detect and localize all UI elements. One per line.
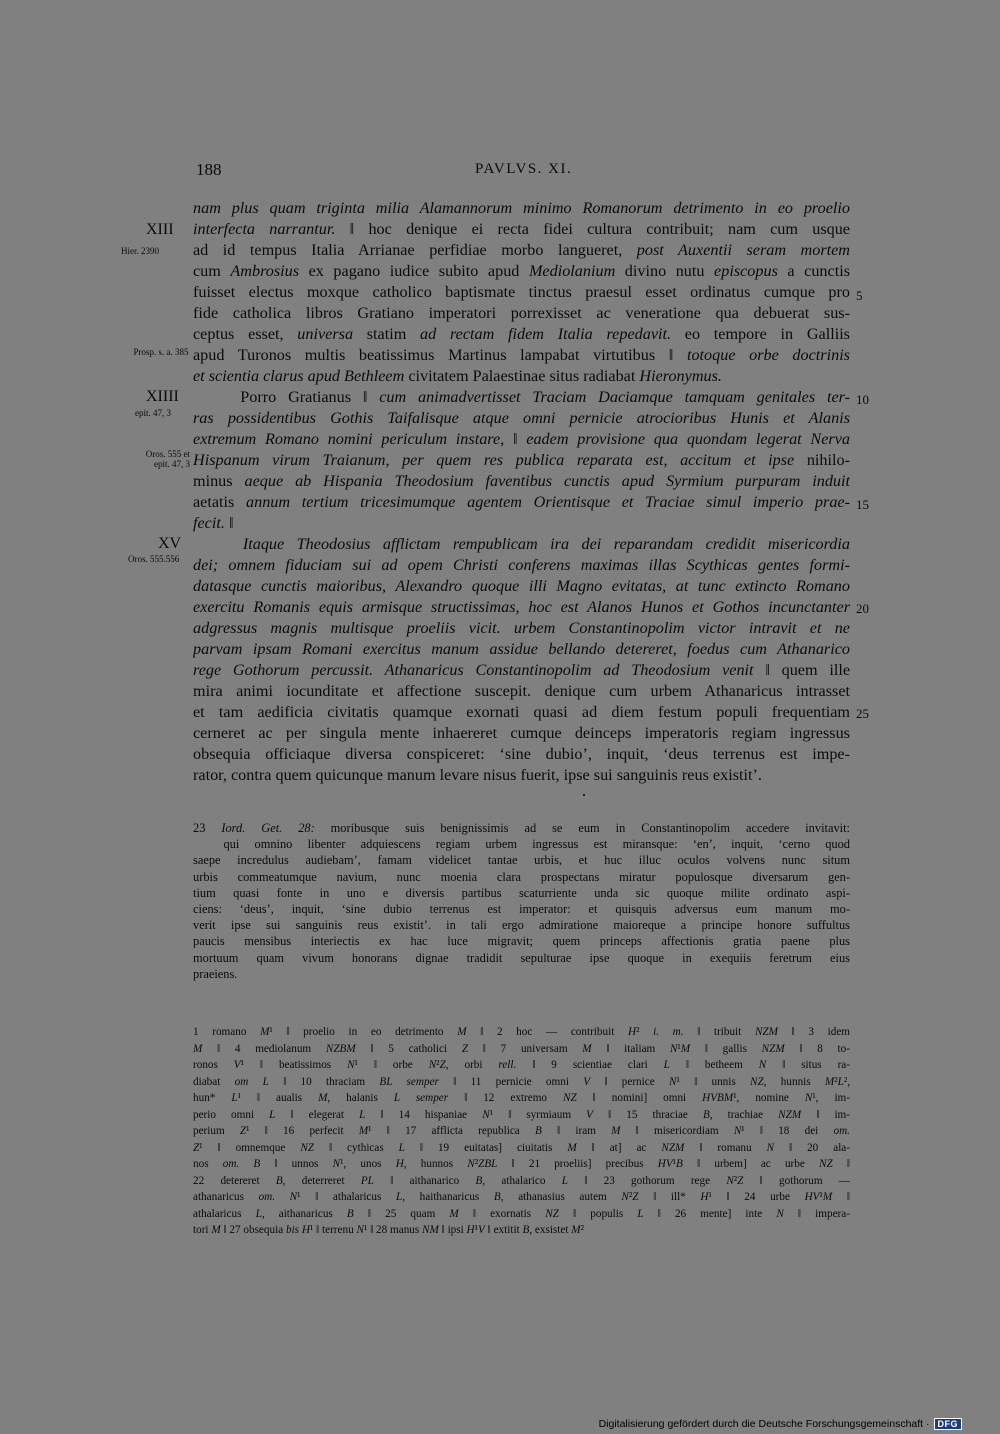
critical-apparatus [193, 1024, 850, 1239]
text-line: et scientia clarus apud Bethleem civitatem Palaestinae situs radiabat Hieronymus. [193, 367, 722, 385]
page-number: 188 [196, 160, 222, 179]
line-number: 5 [856, 288, 863, 303]
line-number: 25 [856, 706, 869, 721]
apparatus-line: diabat om L ‖ 10 thraciam BL semper ‖ 11 pernicie omni V ‖ pernice N¹ ‖ unnis NZ, hunnis M²L², [193, 1075, 850, 1088]
note-line: qui omnino libenter adquiescens regiam urbem ingressus est miransque: ‘en’, inquit, ‘cerno quod [193, 837, 850, 852]
text-line: interfecta narrantur. ‖ hoc denique ei recta fidei cultura contribuit; nam cum usque [193, 220, 850, 238]
apparatus-line: hun* L¹ ‖ aualis M, halanis L semper ‖ 12 extremo NZ ‖ nomini] omni HVBM¹, nomine N¹, im- [193, 1092, 850, 1104]
apparatus-line: athanaricus om. N¹ ‖ athalaricus L, haithanaricus B, athanasius autem N²Z ‖ ill* H¹ ‖ 24 urbe HV¹M ‖ [193, 1191, 850, 1203]
margin-source: Oros. 555.556 [128, 554, 180, 564]
text-line: apud Turonos multis beatissimus Martinus lampabat virtutibus ‖ totoque orbe doctrinis [193, 346, 850, 364]
dfg-logo: DFG [934, 1418, 963, 1430]
text-line: nam plus quam triginta milia Alamannorum minimo Romanorum detrimento in eo proelio [193, 199, 850, 217]
footer-text: Digitalisierung gefördert durch die Deutsche Forschungsgemeinschaft · [598, 1418, 930, 1430]
text-line: rator, contra quem quicunque manum levare nisus fuerit, ipse sui sanguinis reus existit’. [193, 766, 762, 784]
apparatus-line: Z¹ ‖ omnemque NZ ‖ cythicas L ‖ 19 euitatas] ciuitatis M ‖ at] ac NZM ‖ romanu N ‖ 20 ala- [193, 1141, 850, 1154]
text-line: parvam ipsam Romani exercitus manum assidue bellando detereret, foedus cum Athanarico [193, 640, 850, 658]
text-line: mira animi iocunditate et affectione suscepit. denique cum urbem Athanaricus intrasset [193, 682, 850, 700]
text-line: extremum Romano nomini periculum instare, ‖ eadem provisione qua quondam legerat Nerva [193, 430, 850, 448]
apparatus-line: M ‖ 4 mediolanum NZBM ‖ 5 catholici Z ‖ 7 universam M ‖ italiam N¹M ‖ gallis NZM ‖ 8 to- [193, 1042, 850, 1055]
chapter-numeral: XV [158, 535, 182, 552]
line-number: 10 [856, 392, 869, 407]
margin-source: Hier. 2390 [121, 246, 159, 256]
apparatus-line: 1 romano M¹ ‖ proelio in eo detrimento M ‖ 2 hoc — contribuit H² i. m. ‖ tribuit NZM ‖ 3 idem [193, 1026, 850, 1038]
apparatus-line: perium Z¹ ‖ 16 perfecit M¹ ‖ 17 afflicta republica B ‖ iram M ‖ misericordiam N¹ ‖ 18 dei om. [193, 1125, 850, 1137]
chapter-numeral: XIIII [146, 388, 179, 405]
ink-dot [583, 794, 585, 796]
apparatus-line: tori M ‖ 27 obsequia bis H¹ ‖ terrenu N¹ ‖ 28 manus NM ‖ ipsi H¹V ‖ extitit B, exsistet M² [193, 1224, 584, 1236]
note-line: tium quasi fonte in uno e diversis partibus scaturriente unda sic quoque milite ordinato aspi- [193, 885, 850, 900]
text-line: ras possidentibus Gothis Taifalisque atque omni pernicie atrocioribus Hunis et Alanis [193, 409, 850, 427]
text-line: cerneret ac per singula mente inhaereret cumque deinceps imperatoris regiam ingressus [193, 724, 850, 742]
note-line: 23 Iord. Get. 28: moribusque suis benignissimis ad se eum in Constantinopolim accedere invitavit: [193, 821, 850, 835]
margin-source: Prosp. s. a. 385 [133, 347, 189, 357]
text-line: dei; omnem fiduciam sui ad opem Christi conferens maximas illas Scythicas gentes formi- [193, 556, 850, 574]
text-line: Hispanum virum Traianum, per quem res publica reparata est, accitum et ipse nihilo- [193, 451, 850, 469]
note-line: mortuum quam vivum honorans dignae tradidit sepulturae ipse quoque in exequiis feretrum eius [193, 950, 850, 965]
text-line: adgressus magnis multisque proeliis vicit. urbem Constantinopolim victor intravit et ne [193, 619, 850, 637]
note-line: urbis commeatumque navium, nunc moenia clara prospectans miratur populosque diversarum gen- [193, 869, 850, 884]
note-line: praeiens. [193, 966, 238, 981]
text-line: exercitu Romanis equis armisque structissimas, hoc est Alanos Hunos et Gothos incunctanter [193, 598, 850, 616]
running-title: PAVLVS. XI. [475, 161, 573, 177]
text-line: obsequia officiaque diversa conspiceret: ‘sine dubio’, inquit, ‘deus terrenus est impe- [193, 745, 850, 763]
text-line: cum Ambrosius ex pagano iudice subito apud Mediolanium divino nutu episcopus a cunctis [193, 262, 850, 280]
text-line: aetatis annum tertium tricesimumque agentem Orientisque et Traciae simul imperio prae- [193, 493, 850, 511]
text-line: rege Gothorum percussit. Athanaricus Constantinopolim ad Theodosium venit ‖ quem ille [193, 661, 850, 679]
margin-source: epit. 47, 3 [135, 408, 171, 418]
text-line: ad id tempus Italia Arrianae perfidiae morbo langueret, post Auxentii seram mortem [193, 241, 850, 259]
apparatus-line: athalaricus L, aithanaricus B ‖ 25 quam M ‖ exornatis NZ ‖ populis L ‖ 26 mente] inte N ‖ impera- [193, 1207, 850, 1220]
text-line: fecit. ‖ [193, 514, 234, 532]
text-line: fuisset electus moxque catholico baptismate tinctus praesul esset ordinatus cumque pro [193, 283, 850, 301]
apparatus-line: perio omni L ‖ elegerat L ‖ 14 hispaniae N¹ ‖ syrmiaum V ‖ 15 thraciae B, trachiae NZM ‖ im- [193, 1108, 850, 1121]
footer-credit [599, 1418, 962, 1430]
line-number: 20 [856, 601, 869, 616]
apparatus-line: nos om. B ‖ unnos N¹, unos H, hunnos N²ZBL ‖ 21 proeliis] precibus HV¹B ‖ urbem] ac urbe NZ ‖ [193, 1158, 850, 1170]
text-line: fide catholica libros Gratiano imperatori porrexisset ac veneratione qua debuerat sus- [193, 304, 850, 322]
note-line: verit ipse sui sanguinis reus existit’. in tali ergo admiratione maioreque a principe honore suffultus [193, 918, 850, 933]
note-line: saepe incredulus audiebam’, famam videlicet tantae urbis, et huc illuc oculos volvens nunc situm [193, 853, 850, 868]
apparatus-line: 22 detereret B, deterreret PL ‖ aithanarico B, athalarico L ‖ 23 gothorum rege N²Z ‖ gothorum — [193, 1174, 850, 1187]
text-line: et tam aedificia civitatis quamque exornati quasi ad diem festum populi frequentiam [193, 703, 850, 721]
text-line: minus aeque ab Hispania Theodosium faventibus cunctis apud Syrmium purpuram induit [193, 472, 850, 490]
main-text [193, 198, 850, 786]
text-line: datasque cunctis maioribus, Alexandro quoque illi Magno evitatas, at tunc extincto Romano [193, 577, 850, 595]
text-line: ceptus esset, universa statim ad rectam fidem Italia repedavit. eo tempore in Galliis [193, 325, 850, 343]
chapter-numeral: XIII [146, 221, 174, 238]
margin-source: Oros. 555 et epit. 47, 3 [145, 449, 190, 469]
parallel-passage-note [193, 820, 850, 982]
note-line: ciens: ‘deus’, inquit, ‘sine dubio terrenus est imperator: et quisquis adversus eum manum mo- [193, 901, 850, 916]
note-line: paucis mensibus interiectis ex hac luce migravit; quem princeps affectionis gratia paene plus [193, 934, 850, 949]
text-line: Itaque Theodosius afflictam rempublicam ira dei reparandam credidit misericordia [242, 535, 850, 553]
apparatus-line: ronos V¹ ‖ beatissimos N¹ ‖ orbe N²Z, orbi rell. ‖ 9 scientiae clari L ‖ betheem N ‖ situs ra- [193, 1059, 850, 1071]
text-line: Porro Gratianus ‖ cum animadvertisset Traciam Daciamque tamquam genitales ter- [193, 388, 850, 406]
line-number: 15 [856, 497, 869, 512]
